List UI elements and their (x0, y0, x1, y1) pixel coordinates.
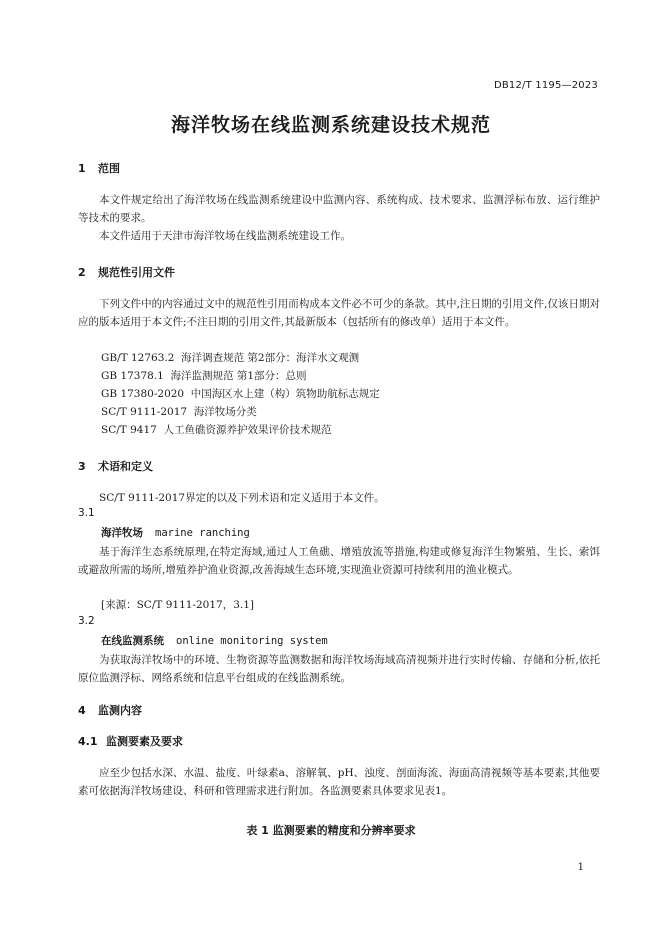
section-4-heading (78, 702, 142, 718)
term-entry (101, 525, 250, 540)
section-title: 监测内容 (98, 704, 142, 717)
term-chinese: 海洋牧场 (101, 527, 143, 539)
section-number: 2 (78, 266, 86, 279)
term-chinese: 在线监测系统 (101, 635, 164, 647)
table-caption: 表 1 监测要素的精度和分辨率要求 (246, 824, 416, 837)
normative-reference: SC/T 9111-2017 海洋牧场分类 (101, 406, 257, 418)
section-number: 4 (78, 704, 86, 717)
normative-reference: GB 17378.1 海洋监测规范 第1部分：总则 (101, 370, 307, 382)
normative-reference: SC/T 9417 人工鱼礁资源养护效果评价技术规范 (101, 424, 332, 436)
normative-reference: GB/T 12763.2 海洋调查规范 第2部分：海洋水文观测 (101, 352, 360, 364)
subsection-title: 监测要素及要求 (106, 735, 183, 748)
section-title: 范围 (98, 162, 120, 175)
subsection-4-1-paragraph: 应至少包括水深、水温、盐度、叶绿素a、溶解氧、pH、浊度、剖面海流、海面高清视频等基本要素,其他要素可依据海洋牧场建设、科研和管理需求进行附加。各监测要素具体要求见表1。 (78, 767, 600, 797)
section-1-paragraph-2: 本文件适用于天津市海洋牧场在线监测系统建设工作。 (99, 230, 351, 242)
term-definition: 为获取海洋牧场中的环境、生物资源等监测数据和海洋牧场海域高清视频并进行实时传输、存储和分析,依托原位监测浮标、网络系统和信息平台组成的在线监测系统。 (78, 654, 600, 684)
section-1-paragraph-1: 本文件规定给出了海洋牧场在线监测系统建设中监测内容、系统构成、技术要求、监测浮标布放、运行维护等技术的要求。 (78, 194, 600, 224)
section-number: 3 (78, 460, 86, 473)
term-entry (101, 633, 328, 648)
section-2-heading (78, 264, 175, 280)
document-title: 海洋牧场在线监测系统建设技术规范 (170, 114, 491, 136)
standard-code: DB12/T 1195—2023 (493, 80, 598, 91)
section-2-intro: 下列文件中的内容通过文中的规范性引用而构成本文件必不可少的条款。其中,注日期的引用文件,仅该日期对应的版本适用于本文件;不注日期的引用文件,其最新版本（包括所有的修改单）适用于本文件。 (78, 298, 600, 328)
section-title: 规范性引用文件 (98, 266, 175, 279)
term-definition: 基于海洋生态系统原理,在特定海域,通过人工鱼礁、增殖放流等措施,构建或修复海洋生物繁殖、生长、索饵或避敌所需的场所,增殖养护渔业资源,改善海域生态环境,实现渔业资源可持续利用的渔业模式。 (78, 546, 600, 576)
section-1-heading (78, 160, 120, 176)
page-number: 1 (577, 862, 584, 873)
clause-number: 3.2 (78, 615, 95, 627)
normative-reference: GB 17380-2020 中国海区水上建（构）筑物助航标志规定 (101, 388, 380, 400)
clause-number: 3.1 (78, 507, 95, 519)
subsection-number: 4.1 (78, 735, 98, 748)
term-english: online monitoring system (176, 635, 328, 647)
section-title: 术语和定义 (98, 460, 153, 473)
section-3-intro: SC/T 9111-2017界定的以及下列术语和定义适用于本文件。 (99, 492, 385, 504)
section-3-heading (78, 458, 153, 474)
subsection-4-1-heading (78, 733, 183, 749)
term-source: [来源：SC/T 9111-2017，3.1] (101, 599, 254, 611)
term-english: marine ranching (155, 527, 250, 539)
section-number: 1 (78, 162, 86, 175)
